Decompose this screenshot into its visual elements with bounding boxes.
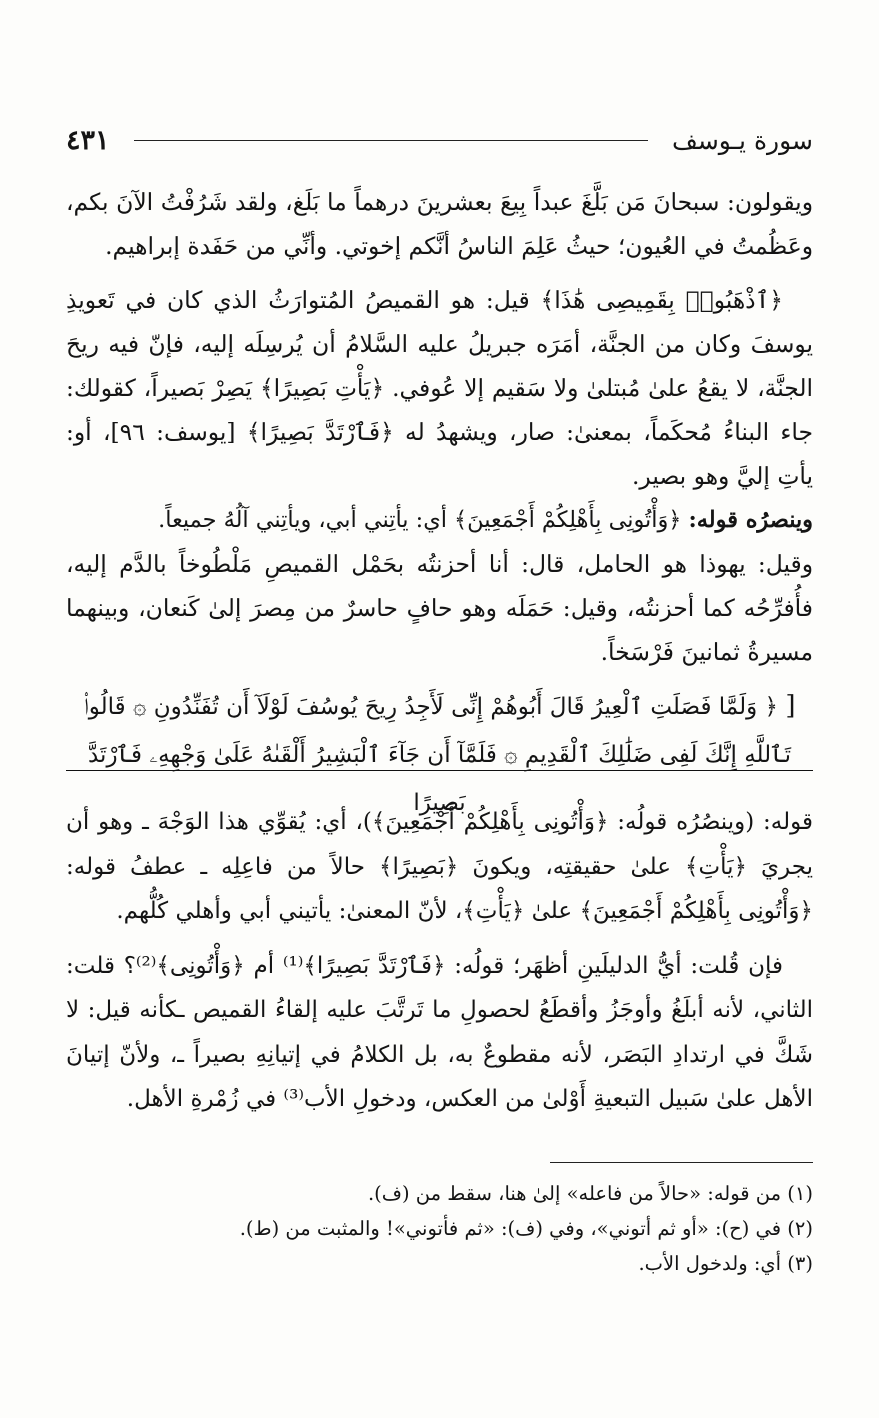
section-divider [66, 770, 813, 771]
main-text [66, 180, 813, 827]
quran-verse-text: ﴿ وَلَمَّا فَصَلَتِ ٱلْعِيرُ قَالَ أَبُوهُمْ إِنِّى لَأَجِدُ رِيحَ يُوسُفَ لَوْلَآ أَن تُفَنِّدُونِ ۞ قَالُوا۟ تَٱللَّهِ إِنَّكَ لَفِى ضَلَٰلِكَ ٱلْقَدِيمِ ۞ فَلَمَّآ أَن جَآءَ ٱلْبَشِيرُ أَلْقَىٰهُ عَلَىٰ وَجْهِهِۦ فَٱرْتَدَّ بَصِيرًا [83, 694, 792, 816]
page-number: ٤٣١ [66, 124, 110, 156]
footnote: (١) من قوله: «حالاً من فاعله» إلىٰ هنا، سقط من (ف). [367, 1182, 813, 1205]
commentary-paragraph: فإن قُلت: أيُّ الدليلَينِ أظهَر؛ قولُه: ﴿فَٱرْتَدَّ بَصِيرًا﴾⁽¹⁾ أم ﴿وَأْتُونِى﴾⁽²⁾؟ قلت: الثاني، لأنه أبلَغُ وأوجَزُ وأقطَعُ لحصولِ ما تَرتَّبَ عليه إلقاءُ القميص ـكأنه قيل: لا شَكَّ في ارتدادِ البَصَر، لأنه مقطوعٌ به، بل الكلامُ في إتيانِهِ بصيراً ـ، ولأنّ إتيانَ الأهل علىٰ سَبيل التبعيةِ أَوْلىٰ من العكس، ودخولِ الأب⁽³⁾ في زُمْرةِ الأهل. [66, 952, 813, 1112]
page-header [66, 118, 813, 162]
footnote: (٢) في (ح): «أو ثم أتوني»، وفي (ف): «ثم فأتوني»! والمثبت من (ط). [239, 1217, 813, 1240]
commentary-paragraph: قوله: (وينصُرُه قولُه: ﴿وَأْتُونِى بِأَهْلِكُمْ أَجْمَعِينَ﴾)، أي: يُقوِّي هذا الوَجْهَ ـ وهو أن يجريَ ﴿يَأْتِ﴾ علىٰ حقيقتِه، ويكونَ ﴿بَصِيرًا﴾ حالاً من فاعِلِه ـ عطفُ قوله: ﴿وَأْتُونِى بِأَهْلِكُمْ أَجْمَعِينَ﴾ علىٰ ﴿يَأْتِ﴾، لأنّ المعنىٰ: يأتيني أبي وأهلي كُلُّهم. [66, 809, 813, 924]
footnote: (٣) أي: ولدخول الأب. [638, 1252, 813, 1275]
paragraph-lead: وينصرُه قوله: [688, 507, 813, 533]
footnotes [66, 1176, 813, 1281]
paragraph [66, 498, 813, 542]
paragraph-text: ﴿وَأْتُونِى بِأَهْلِكُمْ أَجْمَعِينَ﴾ أي: يأتِني أبي، ويأتِني آلُهُ جميعاً. [158, 507, 689, 533]
paragraph: ﴿ٱذْهَبُوا۟ بِقَمِيصِى هَٰذَا﴾ قيل: هو القميصُ المُتوارَثُ الذي كان في تَعويذِ يوسفَ وكان من الجنَّة، أمَرَه جبريلُ عليه السَّلامُ أن يُرسِلَه إليه، فإنّ فيه ريحَ الجنَّة، لا يقعُ علىٰ مُبتلىٰ ولا سَقيم إلا عُوفي. ﴿يَأْتِ بَصِيرًا﴾ يَصِرْ بَصيراً، كقولك: جاء البناءُ مُحكَماً، بمعنىٰ: صار، ويشهدُ له ﴿فَٱرْتَدَّ بَصِيرًا﴾ [يوسف: ٩٦]، أو: يأتِ إليَّ وهو بصير. [66, 286, 813, 490]
commentary-section [66, 800, 813, 1122]
footnote-rule [550, 1162, 813, 1163]
header-rule [134, 140, 648, 141]
verse-open-bracket: [ [785, 691, 796, 721]
paragraph: ويقولون: سبحانَ مَن بَلَّغَ عبداً بِيعَ بعشرينَ درهماً ما بَلَغ، ولقد شَرُفْتُ الآنَ بكم، وعَظُمتُ في العُيون؛ حيثُ عَلِمَ الناسُ أنَّكم إخوتي. وأنِّي من حَفَدة إبراهيم. [66, 188, 813, 260]
paragraph: وقيل: يهوذا هو الحامل، قال: أنا أحزنتُه بحَمْل القميصِ مَلْطُوخاً بالدَّم إليه، فأُفرِّحُه كما أحزنتُه، وقيل: حَمَلَه وهو حافٍ حاسرٌ من مِصرَ إلىٰ كَنعان، وبينهما مسيرةُ ثمانينَ فَرْسَخاً. [66, 550, 813, 666]
surah-title: سورة يـوسف [671, 125, 813, 155]
